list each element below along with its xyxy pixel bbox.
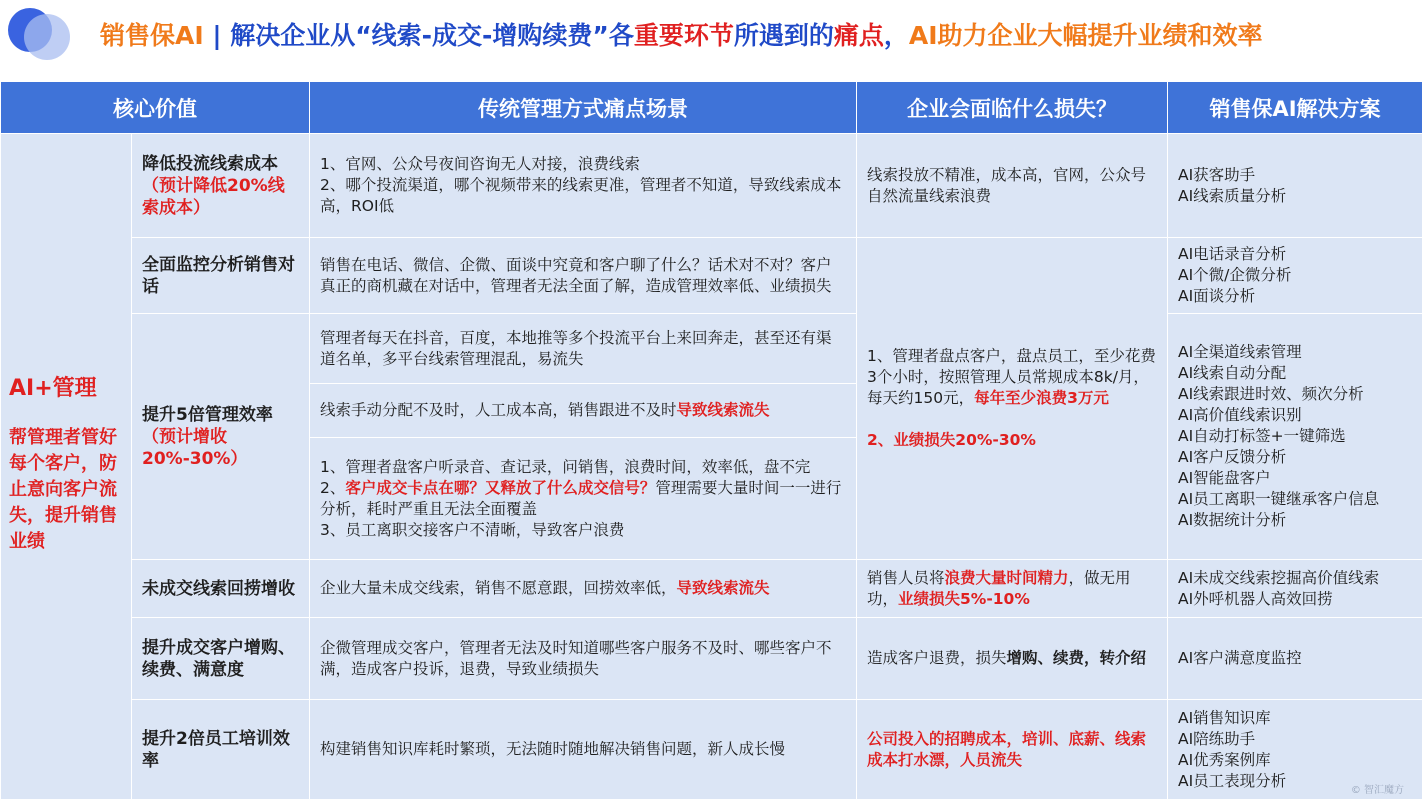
loss-highlight: 浪费大量时间精力 — [944, 568, 1069, 587]
solution-item: AI销售知识库 — [1178, 708, 1271, 727]
logo-circle-light — [24, 14, 70, 60]
loss-cell — [857, 618, 1168, 700]
solution-item: AI高价值线索识别 — [1178, 406, 1302, 424]
loss-text: 1、管理者盘点客户，盘点员工，至少花费3个小时，按照管理人员常规成本8k/月，每天约150元， — [867, 347, 1156, 407]
title-brand: 销售保AI — [100, 21, 204, 50]
solution-item: AI未成交线索挖掘高价值线索 — [1178, 568, 1380, 587]
category-note: （预计增收20%-30%） — [142, 426, 248, 469]
solution-item: AI线索自动分配 — [1178, 364, 1287, 382]
pain-text: 1、官网、公众号夜间咨询无人对接，浪费线索 — [320, 155, 640, 173]
solution-item: AI智能盘客户 — [1178, 469, 1271, 487]
loss-highlight: 业绩损失5%-10% — [898, 589, 1030, 608]
pain-text: 2、哪个投流渠道，哪个视频带来的线索更准，管理者不知道，导致线索成本高，ROI低 — [320, 176, 842, 215]
solution-item: AI客户满意度监控 — [1178, 649, 1302, 667]
loss-cell-shared — [857, 238, 1168, 560]
value-table — [0, 81, 1422, 800]
col-header-solutions: 销售保AI解决方案 — [1168, 82, 1422, 134]
solution-item: AI面谈分析 — [1178, 287, 1256, 305]
loss-cell — [857, 700, 1168, 800]
category-label: 降低投流线索成本 — [142, 153, 278, 174]
solution-item: AI电话录音分析 — [1178, 245, 1287, 263]
brand-logo — [8, 6, 74, 66]
row-category — [132, 700, 310, 800]
title-part-7: AI助力企业大幅提升业绩和效率 — [908, 21, 1263, 50]
solution-item: AI线索跟进时效、频次分析 — [1178, 385, 1364, 403]
table-row — [1, 560, 1422, 618]
col-header-pain-points: 传统管理方式痛点场景 — [310, 82, 857, 134]
category-label: 提升成交客户增购、续费、满意度 — [142, 637, 295, 680]
loss-text: 造成客户退费，损失 — [867, 649, 1007, 667]
solution-item: AI自动打标签+一键筛选 — [1178, 427, 1346, 445]
category-label: 全面监控分析销售对话 — [142, 254, 295, 297]
title-part-6: ， — [883, 21, 909, 50]
table-row — [1, 134, 1422, 238]
table-row — [1, 238, 1422, 314]
solution-item: AI优秀案例库 — [1178, 750, 1271, 769]
solution-item: AI外呼机器人高效回捞 — [1178, 589, 1333, 608]
table-header-row — [1, 82, 1422, 134]
title-separator: | — [203, 21, 231, 50]
title-part-1: 解决企业从“线索-成交-增购续费”各 — [230, 21, 634, 50]
solution-item: AI线索质量分析 — [1178, 186, 1287, 205]
loss-highlight: 每年至少浪费3万元 — [974, 389, 1109, 407]
solution-item: AI数据统计分析 — [1178, 511, 1287, 529]
pain-highlight: 客户成交卡点在哪？又释放了什么成交信号？ — [345, 478, 656, 497]
loss-highlight: 2、业绩损失20%-30% — [867, 431, 1036, 449]
side-heading: AI+管理 — [9, 376, 97, 401]
loss-highlight: 公司投入的招聘成本，培训、底薪、线索成本打水漂，人员流失 — [867, 729, 1147, 769]
solution-item: AI客户反馈分析 — [1178, 448, 1287, 466]
pain-text: 管理需要大量时间一一进行分析，耗时严重且无法全面覆盖 — [320, 478, 842, 518]
pain-cell — [310, 438, 857, 560]
pain-text: 3、员工离职交接客户不清晰，导致客户浪费 — [320, 520, 625, 539]
pain-cell — [310, 134, 857, 238]
title-part-5: 痛点 — [833, 21, 884, 50]
loss-cell: 线索投放不精准，成本高，官网，公众号自然流量线索浪费 — [857, 134, 1168, 238]
pain-text: 线索手动分配不及时，人工成本高，销售跟进不及时 — [320, 401, 677, 419]
solution-cell — [1168, 618, 1422, 700]
solution-cell — [1168, 560, 1422, 618]
category-note: （预计降低20%线索成本） — [142, 175, 285, 218]
table-row — [1, 700, 1422, 800]
title-part-4: 所遇到的 — [733, 21, 834, 50]
solution-cell — [1168, 134, 1422, 238]
solution-item: AI员工表现分析 — [1178, 771, 1287, 790]
loss-highlight: 增购、续费，转介绍 — [1006, 649, 1147, 667]
pain-highlight: 导致线索流失 — [676, 579, 770, 597]
pain-text: 企业大量未成交线索，销售不愿意跟，回捞效率低， — [320, 579, 677, 597]
row-category — [132, 238, 310, 314]
pain-highlight: 导致线索流失 — [676, 401, 770, 419]
pain-text: 2、 — [320, 478, 346, 497]
solution-cell — [1168, 314, 1422, 560]
category-label: 提升2倍员工培训效率 — [142, 728, 290, 771]
table-row — [1, 618, 1422, 700]
pain-cell: 企微管理成交客户，管理者无法及时知道哪些客户服务不及时、哪些客户不满，造成客户投诉，退费，导致业绩损失 — [310, 618, 857, 700]
title-part-3: 环节 — [683, 21, 734, 50]
row-category — [132, 134, 310, 238]
solution-item: AI陪练助手 — [1178, 729, 1256, 748]
side-category — [1, 134, 132, 800]
solution-cell — [1168, 238, 1422, 314]
loss-cell — [857, 560, 1168, 618]
pain-text: 1、管理者盘客户听录音、查记录，问销售，浪费时间，效率低，盘不完 — [320, 457, 811, 476]
solution-item: AI员工离职一键继承客户信息 — [1178, 490, 1380, 508]
title-part-2: 重要 — [633, 21, 684, 50]
row-category — [132, 314, 310, 560]
pain-cell — [310, 384, 857, 438]
solution-item: AI个微/企微分析 — [1178, 266, 1292, 284]
pain-cell: 销售在电话、微信、企微、面谈中究竟和客户聊了什么？话术对不对？客户真正的商机藏在对话中，管理者无法全面了解，造成管理效率低、业绩损失 — [310, 238, 857, 314]
pain-cell: 构建销售知识库耗时繁琐，无法随时随地解决销售问题，新人成长慢 — [310, 700, 857, 800]
col-header-losses: 企业会面临什么损失？ — [857, 82, 1168, 134]
side-description: 帮管理者管好每个客户，防止意向客户流失，提升销售业绩 — [9, 427, 117, 552]
loss-text: 销售人员将 — [867, 568, 945, 587]
watermark: © 智汇魔方 — [1350, 785, 1404, 796]
col-header-core-value: 核心价值 — [1, 82, 310, 134]
page-title — [100, 16, 1263, 56]
category-label: 未成交线索回捞增收 — [142, 578, 295, 599]
pain-cell — [310, 560, 857, 618]
spacer — [867, 409, 1157, 430]
table-row — [1, 314, 1422, 384]
category-label: 提升5倍管理效率 — [142, 404, 273, 425]
row-category — [132, 560, 310, 618]
pain-cell: 管理者每天在抖音，百度，本地推等多个投流平台上来回奔走，甚至还有渠道名单，多平台线索管理混乱，易流失 — [310, 314, 857, 384]
solution-item: AI全渠道线索管理 — [1178, 343, 1302, 361]
solution-item: AI获客助手 — [1178, 165, 1256, 184]
loss-text: ，做无用功， — [867, 568, 1131, 608]
row-category — [132, 618, 310, 700]
